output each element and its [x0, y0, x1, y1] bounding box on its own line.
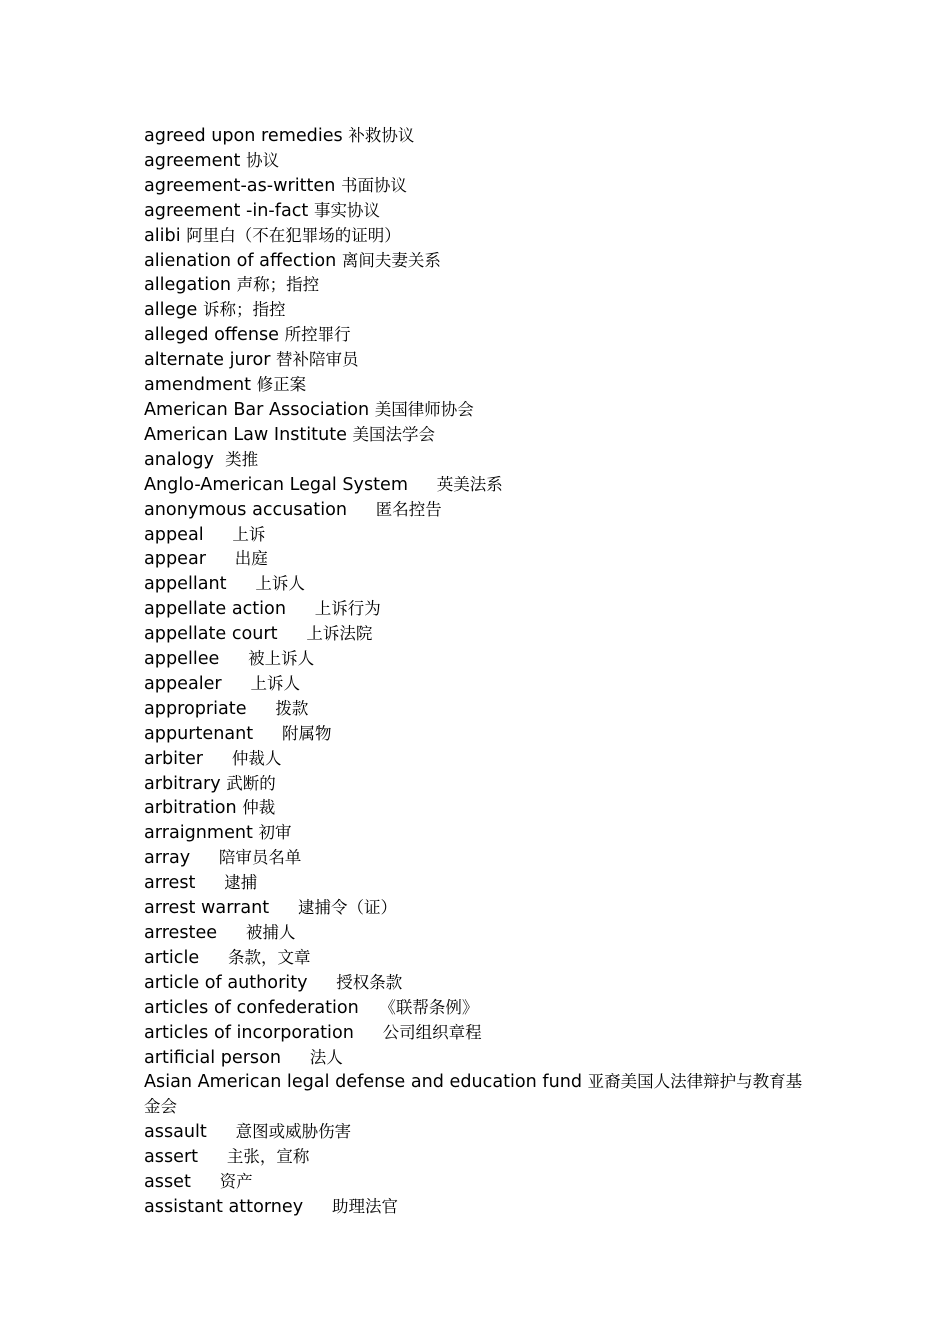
entry-term: appropriate: [144, 698, 247, 719]
entry-translation: 初审: [258, 823, 292, 843]
entry-separator: [278, 624, 307, 644]
glossary-entry: [144, 772, 814, 797]
glossary-entry: [144, 647, 814, 672]
entry-translation: 条款，文章: [227, 947, 311, 967]
entry-separator: [359, 998, 388, 1018]
glossary-entry: [144, 996, 814, 1021]
entry-translation: 协议: [246, 150, 280, 170]
glossary-entry: [144, 149, 814, 174]
entry-term: arbiter: [144, 748, 204, 769]
entry-separator: [253, 724, 282, 744]
entry-translation: 出庭: [234, 549, 268, 569]
entry-translation: 书面协议: [340, 175, 407, 195]
entry-term: arbitration: [144, 798, 237, 819]
entry-separator: [222, 674, 251, 694]
entry-term: appellee: [144, 649, 220, 670]
entry-term: alleged offense: [144, 325, 279, 346]
glossary-entry: [144, 523, 814, 548]
entry-translation: 上诉行为: [314, 599, 381, 619]
glossary-entry: [144, 896, 814, 921]
entry-separator: [408, 475, 437, 495]
entry-translation: 美国法学会: [352, 424, 436, 444]
entry-translation: 法人: [309, 1047, 343, 1067]
entry-term: agreement: [144, 150, 241, 171]
glossary-entry: [144, 572, 814, 597]
entry-translation: 亚裔美国人法律辩护与教育基金会: [144, 1072, 803, 1117]
entry-translation: 仲裁: [242, 798, 276, 818]
glossary-entry: [144, 697, 814, 722]
entry-translation: 事实协议: [313, 200, 380, 220]
entry-term: arrest warrant: [144, 898, 270, 919]
entry-translation: 拨款: [275, 698, 309, 718]
glossary-entry: [144, 622, 814, 647]
glossary-entry: [144, 448, 814, 473]
glossary-entry: [144, 1070, 814, 1120]
glossary-entry: [144, 971, 814, 996]
entry-term: American Bar Association: [144, 399, 370, 420]
glossary-entry: [144, 423, 814, 448]
glossary-entry: [144, 348, 814, 373]
glossary-entry: [144, 672, 814, 697]
entry-translation: 上诉法院: [306, 624, 373, 644]
glossary-entry: [144, 224, 814, 249]
entry-term: appellant: [144, 574, 227, 595]
entry-term: Asian American legal defense and education fund: [144, 1072, 583, 1093]
entry-separator: [191, 1172, 220, 1192]
entry-translation: 补救协议: [348, 126, 415, 145]
entry-translation: 阿里白（不在犯罪场的证明）: [186, 225, 401, 245]
entry-separator: [227, 574, 256, 594]
entry-translation: 公司组织章程: [382, 1022, 482, 1042]
entry-translation: 替补陪审员: [276, 350, 359, 370]
entry-translation: 上诉: [232, 524, 266, 544]
entry-term: appellate action: [144, 599, 286, 620]
entry-term: assistant attorney: [144, 1196, 304, 1217]
entry-translation: 意图或威胁伤害: [235, 1122, 352, 1142]
entry-term: artificial person: [144, 1047, 282, 1068]
entry-separator: [206, 549, 235, 569]
glossary-entry: [144, 124, 814, 149]
entry-term: arrest: [144, 873, 196, 894]
entry-translation: 主张，宣称: [226, 1147, 310, 1167]
entry-term: assault: [144, 1122, 207, 1143]
entry-term: appellate court: [144, 624, 278, 645]
entry-separator: [281, 1048, 310, 1068]
entry-term: allegation: [144, 275, 232, 296]
entry-separator: [203, 749, 232, 769]
entry-term: appurtenant: [144, 723, 254, 744]
glossary-entry: [144, 273, 814, 298]
entry-term: arraignment: [144, 823, 253, 844]
glossary-entry: [144, 249, 814, 274]
entry-translation: 匿名控告: [375, 499, 442, 519]
entry-translation: 诉称；指控: [202, 300, 286, 320]
entry-separator: [286, 599, 315, 619]
entry-term: array: [144, 848, 191, 869]
glossary-entry: [144, 1170, 814, 1195]
entry-separator: [204, 525, 233, 545]
entry-term: article of authority: [144, 972, 308, 993]
entry-term: Anglo-American Legal System: [144, 474, 408, 495]
entry-translation: 英美法系: [436, 474, 503, 494]
entry-translation: 修正案: [256, 375, 307, 395]
entry-separator: [195, 873, 224, 893]
entry-term: analogy: [144, 449, 214, 470]
entry-separator: [190, 848, 219, 868]
entry-separator: [214, 450, 225, 470]
glossary-list: [144, 124, 814, 1220]
entry-term: arrestee: [144, 923, 218, 943]
entry-translation: 上诉人: [250, 673, 300, 693]
entry-translation: 逮捕: [224, 873, 258, 893]
glossary-entry: [144, 846, 814, 871]
glossary-entry: [144, 871, 814, 896]
entry-term: article: [144, 947, 200, 968]
glossary-entry: [144, 498, 814, 523]
entry-term: articles of incorporation: [144, 1022, 354, 1043]
glossary-entry: [144, 921, 814, 946]
entry-term: appealer: [144, 673, 222, 694]
entry-term: allege: [144, 300, 198, 321]
entry-translation: 离间夫妻关系: [341, 250, 441, 270]
glossary-entry: [144, 1195, 814, 1220]
entry-term: amendment: [144, 375, 252, 396]
glossary-entry: [144, 722, 814, 747]
entry-separator: [207, 1122, 236, 1142]
glossary-entry: [144, 1021, 814, 1046]
entry-separator: [217, 923, 246, 943]
entry-translation: 声称；指控: [236, 275, 320, 295]
entry-translation: 助理法官: [331, 1196, 398, 1216]
entry-separator: [308, 973, 337, 993]
entry-translation: 所控罪行: [284, 325, 351, 345]
entry-separator: [269, 898, 298, 918]
entry-separator: [303, 1197, 332, 1217]
entry-separator: [354, 1023, 383, 1043]
entry-term: agreed upon remedies: [144, 126, 343, 146]
entry-term: agreement -in-fact: [144, 200, 309, 221]
entry-term: articles of confederation: [144, 997, 359, 1018]
entry-translation: 附属物: [282, 723, 332, 743]
entry-translation: 被捕人: [245, 923, 296, 942]
entry-term: alibi: [144, 225, 181, 246]
glossary-entry: [144, 1046, 814, 1071]
entry-term: alternate juror: [144, 350, 271, 371]
glossary-entry: [144, 323, 814, 348]
glossary-entry: [144, 796, 814, 821]
glossary-entry: [144, 597, 814, 622]
entry-term: assert: [144, 1147, 199, 1168]
entry-translation: 武断的: [226, 773, 276, 793]
glossary-entry: [144, 373, 814, 398]
entry-translation: 《联帮条例》: [387, 997, 479, 1017]
entry-translation: 被上诉人: [248, 649, 315, 669]
glossary-entry: [144, 174, 814, 199]
entry-term: alienation of affection: [144, 250, 337, 271]
glossary-entry: [144, 1120, 814, 1145]
entry-translation: 类推: [225, 449, 259, 469]
entry-translation: 资产: [219, 1172, 253, 1192]
entry-translation: 逮捕令（证）: [297, 898, 397, 918]
entry-term: anonymous accusation: [144, 499, 347, 520]
entry-term: asset: [144, 1172, 191, 1193]
glossary-entry: [144, 398, 814, 423]
entry-term: agreement-as-written: [144, 175, 336, 196]
entry-separator: [198, 1147, 227, 1167]
entry-translation: 仲裁人: [231, 748, 282, 768]
entry-translation: 陪审员名单: [218, 848, 302, 868]
glossary-entry: [144, 747, 814, 772]
glossary-entry: [144, 547, 814, 572]
entry-term: American Law Institute: [144, 424, 347, 445]
entry-translation: 美国律师协会: [374, 399, 474, 419]
entry-separator: [247, 699, 276, 719]
glossary-entry: [144, 821, 814, 846]
entry-term: appeal: [144, 524, 204, 545]
entry-term: appear: [144, 549, 206, 570]
glossary-entry: [144, 1145, 814, 1170]
entry-term: arbitrary: [144, 773, 221, 794]
glossary-entry: [144, 199, 814, 224]
glossary-entry: [144, 473, 814, 498]
glossary-entry: [144, 298, 814, 323]
entry-translation: 上诉人: [255, 574, 305, 594]
entry-translation: 授权条款: [336, 972, 403, 992]
entry-separator: [347, 500, 376, 520]
glossary-entry: [144, 946, 814, 971]
entry-separator: [219, 649, 248, 669]
entry-separator: [199, 948, 228, 968]
